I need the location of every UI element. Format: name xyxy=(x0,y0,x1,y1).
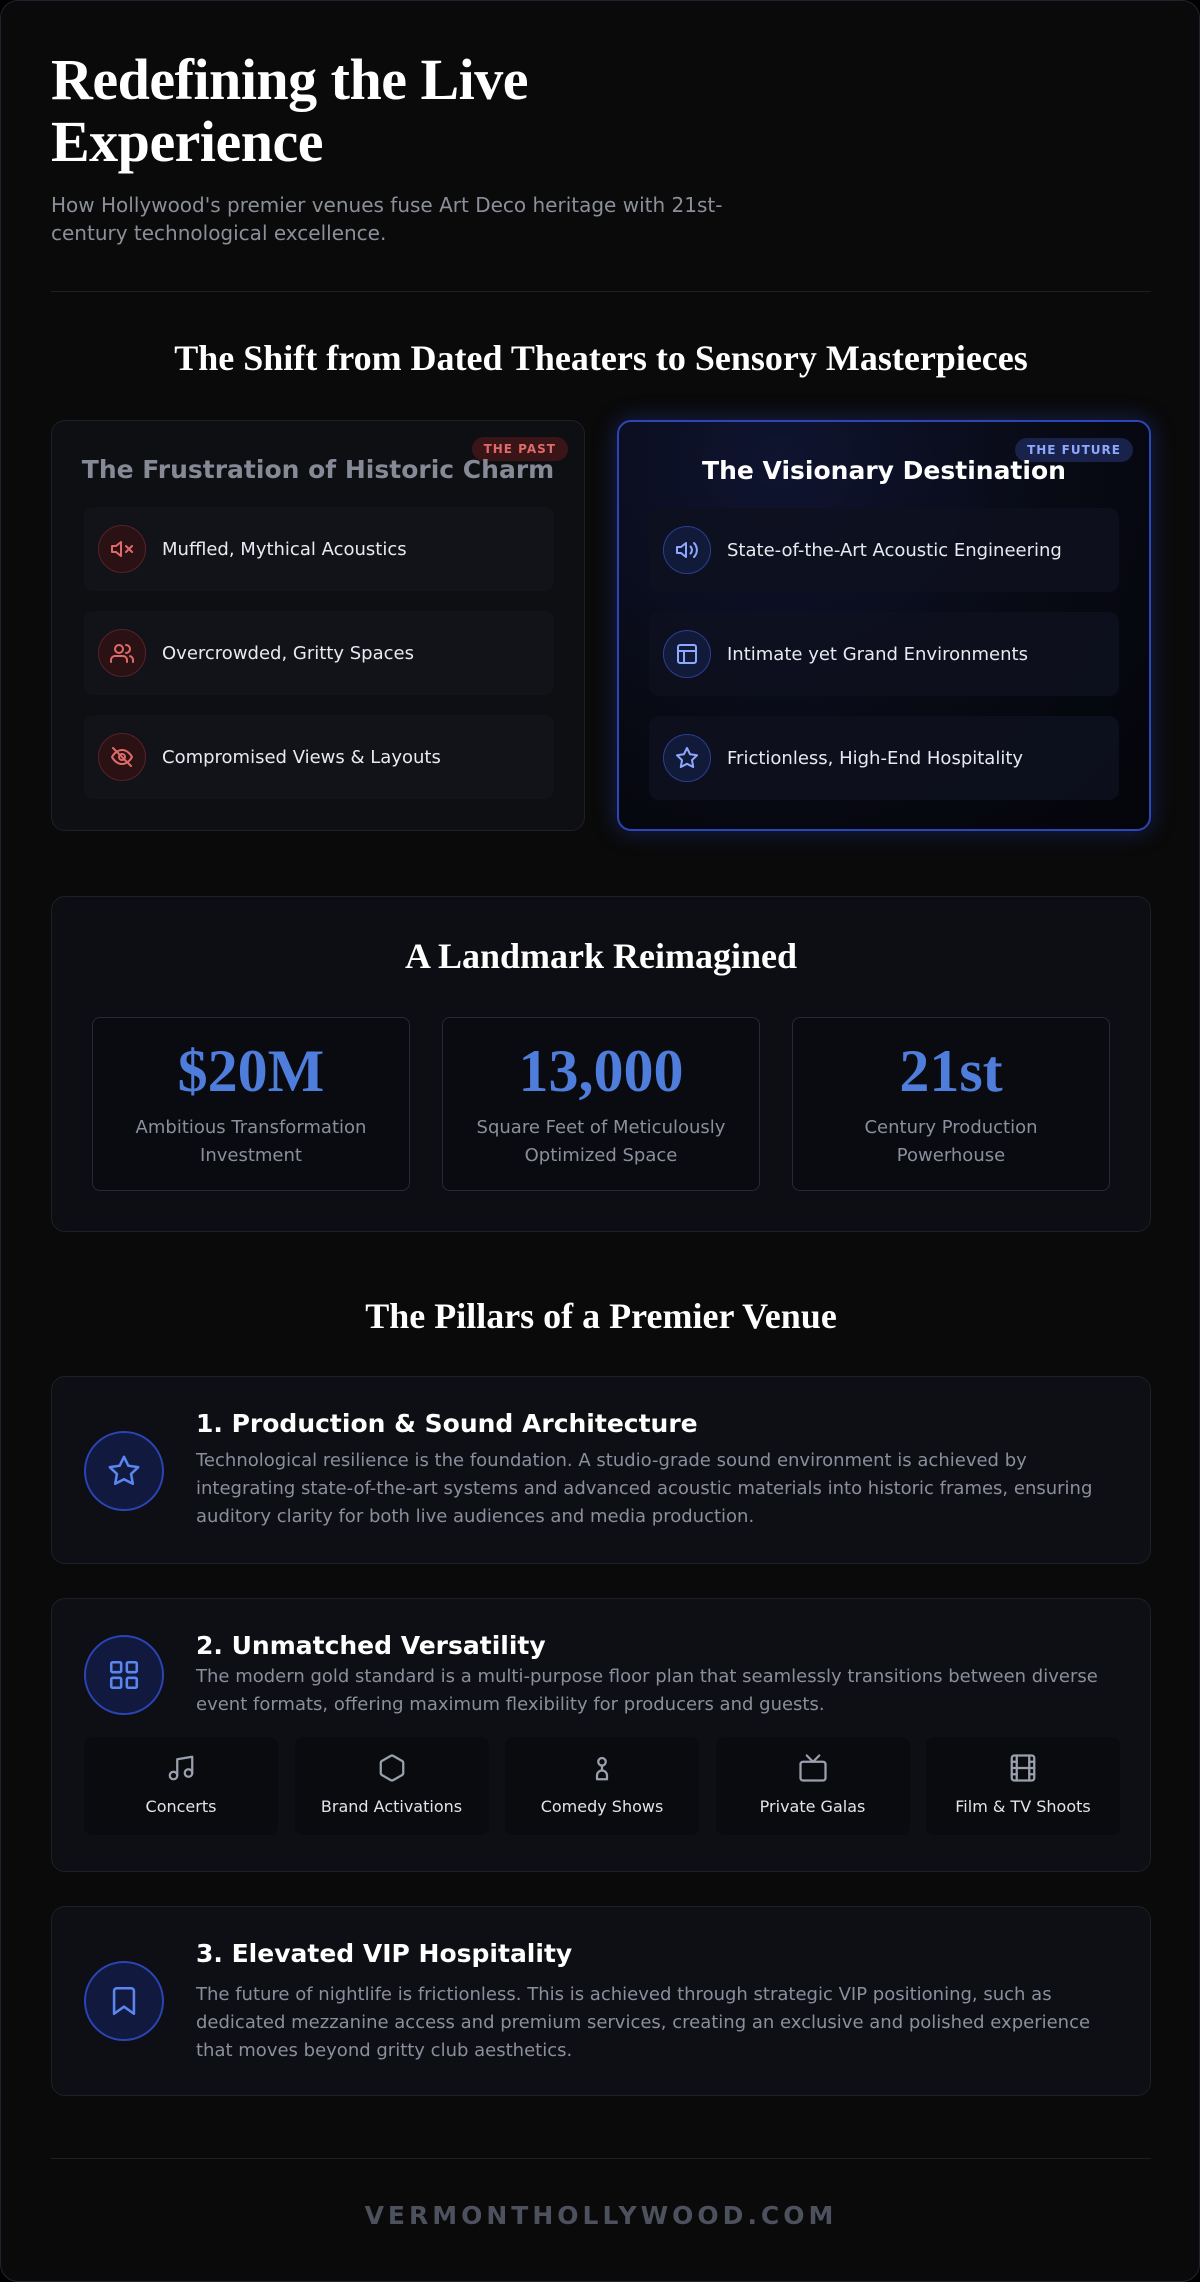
event-tile-label: Film & TV Shoots xyxy=(955,1797,1091,1816)
future-card xyxy=(617,420,1151,831)
pillar-card xyxy=(51,1906,1151,2096)
star-icon xyxy=(84,1431,164,1511)
users-icon xyxy=(98,629,146,677)
stat-value: 13,000 xyxy=(518,1038,684,1104)
event-tile xyxy=(84,1737,278,1835)
stat-card xyxy=(442,1017,760,1191)
past-item xyxy=(84,611,554,695)
star-icon xyxy=(663,734,711,782)
stat-label: Square Feet of Meticulously Optimized Space xyxy=(476,1117,726,1166)
past-item-label: Muffled, Mythical Acoustics xyxy=(162,538,407,560)
film-icon xyxy=(926,1753,1120,1787)
past-title: The Frustration of Historic Charm xyxy=(81,455,555,484)
pillar-text: The future of nightlife is frictionless. This is achieved through strategic VIP positioning, such as dedicated mezzanine access and premium services, creating an exclusive and polished experience that moves beyond gritty club aesthetics. xyxy=(196,1984,1091,2061)
past-item xyxy=(84,507,554,591)
shift-title: The Shift from Dated Theaters to Sensory Masterpieces xyxy=(174,338,1028,378)
eye-off-icon xyxy=(98,733,146,781)
future-item-label: Intimate yet Grand Environments xyxy=(727,643,1028,665)
past-item-label: Overcrowded, Gritty Spaces xyxy=(162,642,414,664)
event-tile-label: Brand Activations xyxy=(320,1797,463,1816)
pillar-text: The modern gold standard is a multi-purpose floor plan that seamlessly transitions between diverse event formats, offering maximum flexibility for producers and guests. xyxy=(196,1666,1098,1715)
event-tile-label: Concerts xyxy=(145,1797,217,1816)
landmark-title: A Landmark Reimagined xyxy=(404,936,798,976)
event-tile xyxy=(505,1737,699,1835)
pillar-card xyxy=(51,1598,1151,1872)
volume-mute-icon xyxy=(98,525,146,573)
pillars-title: The Pillars of a Premier Venue xyxy=(365,1296,837,1336)
music-icon xyxy=(84,1753,278,1787)
divider xyxy=(51,291,1151,292)
layout-icon xyxy=(663,630,711,678)
footer-site-link[interactable]: VERMONTHOLLYWOOD.COM xyxy=(364,2201,838,2230)
event-tile-label: Comedy Shows xyxy=(540,1797,664,1816)
event-tile xyxy=(716,1737,910,1835)
pillar-text: Technological resilience is the foundation. A studio-grade sound environment is achieved by integrating state-of-the-art systems and advanced acoustic materials into historic frames, ensuring auditory clarity for both live audiences and media production. xyxy=(196,1450,1093,1527)
future-title: The Visionary Destination xyxy=(702,456,1066,485)
future-badge: THE FUTURE xyxy=(1015,438,1133,462)
hero xyxy=(51,49,751,247)
future-item xyxy=(649,508,1119,592)
stat-value: $20M xyxy=(177,1038,325,1104)
stat-value: 21st xyxy=(899,1038,1003,1104)
event-tile xyxy=(295,1737,489,1835)
tv-icon xyxy=(716,1753,910,1787)
event-tile-label: Private Galas xyxy=(759,1797,866,1816)
person-icon xyxy=(505,1753,699,1787)
pillar-title: 2. Unmatched Versatility xyxy=(196,1631,546,1660)
stat-card xyxy=(92,1017,410,1191)
hexagon-icon xyxy=(295,1753,489,1787)
stat-label: Century Production Powerhouse xyxy=(864,1117,1038,1166)
pillar-title: 1. Production & Sound Architecture xyxy=(196,1409,698,1438)
event-format-tiles xyxy=(84,1737,1120,1835)
pillar-title: 3. Elevated VIP Hospitality xyxy=(196,1939,573,1968)
bookmark-icon xyxy=(84,1961,164,2041)
divider xyxy=(51,2158,1151,2159)
future-item xyxy=(649,716,1119,800)
event-tile xyxy=(926,1737,1120,1835)
future-item-label: State-of-the-Art Acoustic Engineering xyxy=(727,539,1062,561)
landmark-section xyxy=(51,896,1151,1232)
future-item-label: Frictionless, High-End Hospitality xyxy=(727,747,1024,769)
past-badge: THE PAST xyxy=(472,437,568,461)
hero-subtitle: How Hollywood's premier venues fuse Art Deco heritage with 21st-century technological excellence. xyxy=(51,193,723,245)
stat-card xyxy=(792,1017,1110,1191)
past-item xyxy=(84,715,554,799)
stat-label: Ambitious Transformation Investment xyxy=(135,1117,367,1166)
grid-icon xyxy=(84,1635,164,1715)
future-item xyxy=(649,612,1119,696)
volume-up-icon xyxy=(663,526,711,574)
past-card xyxy=(51,420,585,831)
hero-title: Redefining the Live Experience xyxy=(51,47,529,174)
pillar-card xyxy=(51,1376,1151,1564)
past-item-label: Compromised Views & Layouts xyxy=(162,746,441,768)
